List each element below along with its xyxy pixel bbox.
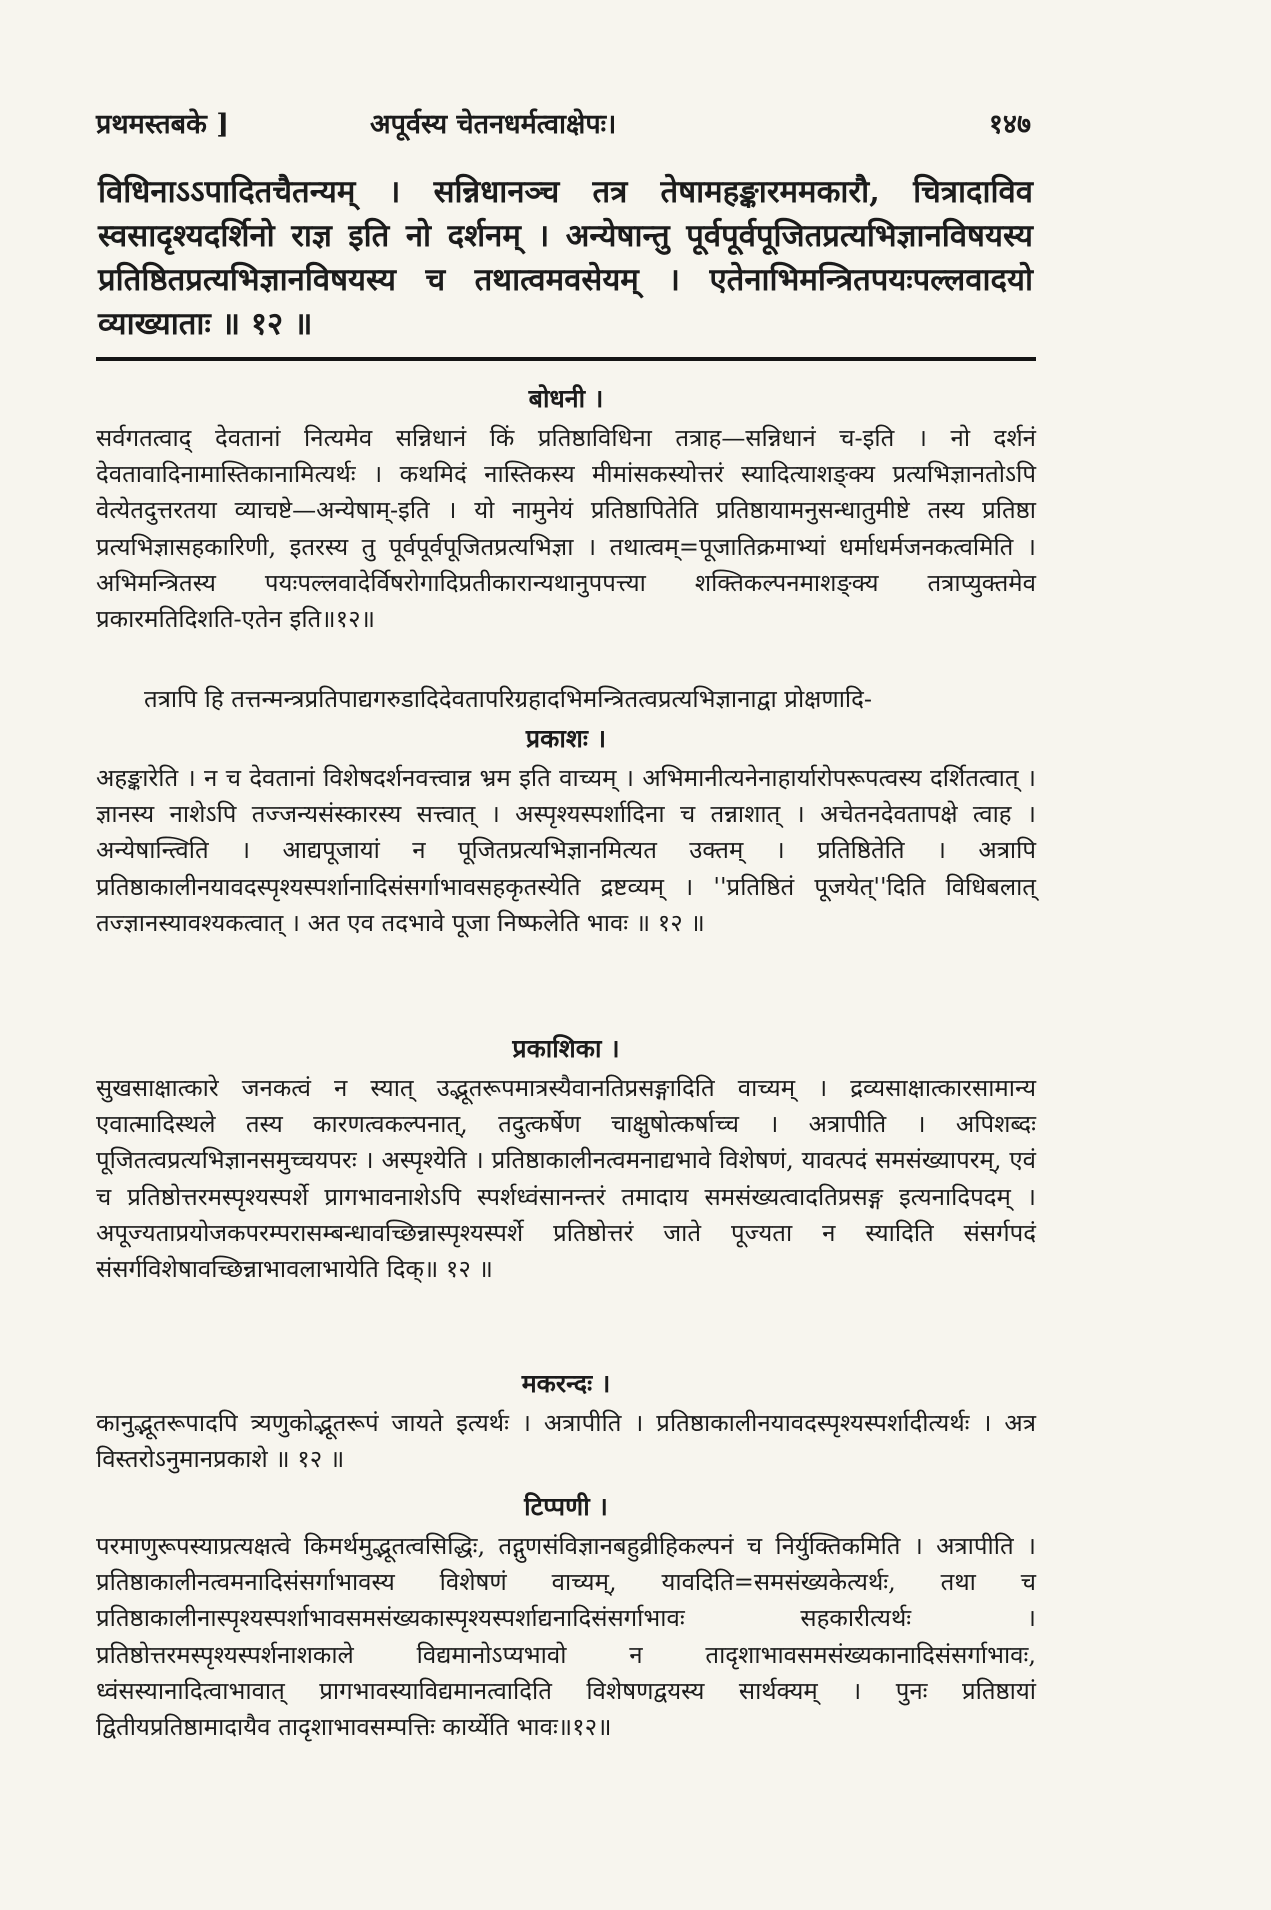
section-divider: [96, 357, 1036, 361]
page-number: १४७: [988, 109, 1031, 140]
makaranda-text: कानुद्भूतरूपादपि त्र्यणुकोद्भूतरूपं जायते इत्यर्थः । अत्रापीति । प्रतिष्ठाकालीनयावदस्पृश्यस्पर्शादीत्यर्थः । अत्र विस्तरोऽनुमानप्रकाशे ॥ १२ ॥: [96, 1409, 1036, 1474]
chapter-label: प्रथमस्तबके ]: [96, 109, 229, 140]
bodhani-text: सर्वगतत्वाद् देवतानां नित्यमेव सन्निधानं किं प्रतिष्ठाविधिना तत्राह—सन्निधानं च-इति । नो दर्शनं देवतावादिनामास्तिकानामित्यर्थः । कथमिदं नास्तिकस्य मीमांसकस्योत्तरं स्यादित्याशङ्क्य प्रत्यभिज्ञानतोऽपि वेत्येतदुत्तरतया व्याचष्टे—अन्येषाम्-इति । यो नामुनेयं प्रतिष्ठापितेति प्रतिष्ठायामनुसन्धातुमीष्टे तस्य प्रतिष्ठा प्रत्यभिज्ञासहकारिणी, इतरस्य तु पूर्वपूर्वपूजितप्रत्यभिज्ञा । तथात्वम्=पूजातिक्रमाभ्यां धर्माधर्मजनकत्वमिति । अभिमन्त्रितस्य पयःपल्लवादेर्विषरोगादिप्रतीकारान्यथानुपपत्त्या शक्तिकल्पनमाशङ्क्य तत्राप्युक्तमेव प्रकारमतिदिशति-एतेन इति॥१२॥: [96, 424, 1036, 634]
prakasha-title: प्रकाशः ।: [525, 724, 607, 753]
prakashika-text: सुखसाक्षात्कारे जनकत्वं न स्यात् उद्भूतरूपमात्रस्यैवानतिप्रसङ्गादिति वाच्यम् । द्रव्यसाक्षात्कारसामान्य एवात्मादिस्थले तस्य कारणत्वकल्पनात्, तदुत्कर्षेण चाक्षुषोत्कर्षाच्च । अत्रापीति । अपिशब्दः पूजितत्वप्रत्यभिज्ञानसमुच्चयपरः । अस्पृश्येति । प्रतिष्ठाकालीनत्वमनाद्यभावे विशेषणं, यावत्पदं समसंख्यापरम्, एवं च प्रतिष्ठोत्तरमस्पृश्यस्पर्शे प्रागभावनाशेऽपि स्पर्शध्वंसानन्तरं तमादाय समसंख्यत्वादतिप्रसङ्ग इत्यनादिपदम् । अपूज्यताप्रयोजकपरम्परासम्बन्धावच्छिन्नास्पृश्यस्पर्शे प्रतिष्ठोत्तरं जाते पूज्यता न स्यादिति संसर्गपदं संसर्गविशेषावच्छिन्नाभावलाभायेति दिक्॥ १२ ॥: [96, 1074, 1036, 1284]
tippani-text: परमाणुरूपस्याप्रत्यक्षत्वे किमर्थमुद्भूतत्वसिद्धिः, तद्गुणसंविज्ञानबहुव्रीहिकल्पनं च निर्युक्तिकमिति । अत्रापीति । प्रतिष्ठाकालीनत्वमनादिसंसर्गाभावस्य विशेषणं वाच्यम्, यावदिति=समसंख्यकेत्यर्थः, तथा च प्रतिष्ठाकालीनास्पृश्यस्पर्शाभावसमसंख्यकास्पृश्यस्पर्शाद्यनादिसंसर्गाभावः सहकारीत्यर्थः । प्रतिष्ठोत्तरमस्पृश्यस्पर्शनाशकाले विद्यमानोऽप्यभावो न तादृशाभावसमसंख्यकानादिसंसर्गाभावः, ध्वंसस्यानादित्वाभावात् प्रागभावस्याविद्यमानत्वादिति विशेषणद्वयस्य सार्थक्यम् । पुनः प्रतिष्ठायां द्वितीयप्रतिष्ठामादायैव तादृशाभावसम्पत्तिः कार्य्येति भावः॥१२॥: [96, 1532, 1036, 1742]
makaranda-title: मकरन्दः ।: [521, 1369, 611, 1398]
bodhani-title: बोधनी ।: [528, 384, 604, 413]
tippani-title: टिप्पणी ।: [524, 1492, 608, 1521]
prakashika-title: प्रकाशिका ।: [512, 1034, 620, 1063]
running-title: अपूर्वस्य चेतनधर्मत्वाक्षेपः।: [370, 109, 617, 140]
prakasha-text: अहङ्कारेति । न च देवतानां विशेषदर्शनवत्त्वान्न भ्रम इति वाच्यम् । अभिमानीत्यनेनाहार्यारोपरूपत्वस्य दर्शितत्वात् । ज्ञानस्य नाशेऽपि तज्जन्यसंस्कारस्य सत्त्वात् । अस्पृश्यस्पर्शादिना च तन्नाशात् । अचेतनदेवतापक्षे त्वाह । अन्येषान्त्विति । आद्यपूजायां न पूजितप्रत्यभिज्ञानमित्यत उक्तम् । प्रतिष्ठितेति । अत्रापि प्रतिष्ठाकालीनयावदस्पृश्यस्पर्शानादिसंसर्गाभावसहकृतस्येति द्रष्टव्यम् । ''प्रतिष्ठितं पूजयेत्''दिति विधिबलात् तज्ज्ञानस्यावश्यकत्वात् । अत एव तदभावे पूजा निष्फलेति भावः ॥ १२ ॥: [96, 764, 1036, 937]
running-header: [96, 88, 1031, 148]
bodhani-continuation: तत्रापि हि तत्तन्मन्त्रप्रतिपाद्यगरुडादिदेवतापरिग्रहादभिमन्त्रितत्वप्रत्यभिज्ञानाद्वा प्रोक्षणादि-: [144, 685, 873, 713]
root-text: विधिनाऽऽपादितचैतन्यम् । सन्निधानञ्च तत्र तेषामहङ्कारममकारौ, चित्रादाविव स्वसादृश्यदर्शिनो राज्ञ इति नो दर्शनम् । अन्येषान्तु पूर्वपूर्वपूजितप्रत्यभिज्ञानविषयस्य प्रतिष्ठितप्रत्यभिज्ञानविषयस्य च तथात्वमवसेयम् । एतेनाभिमन्त्रितपयःपल्लवादयो व्याख्याताः ॥ १२ ॥: [98, 174, 1033, 342]
